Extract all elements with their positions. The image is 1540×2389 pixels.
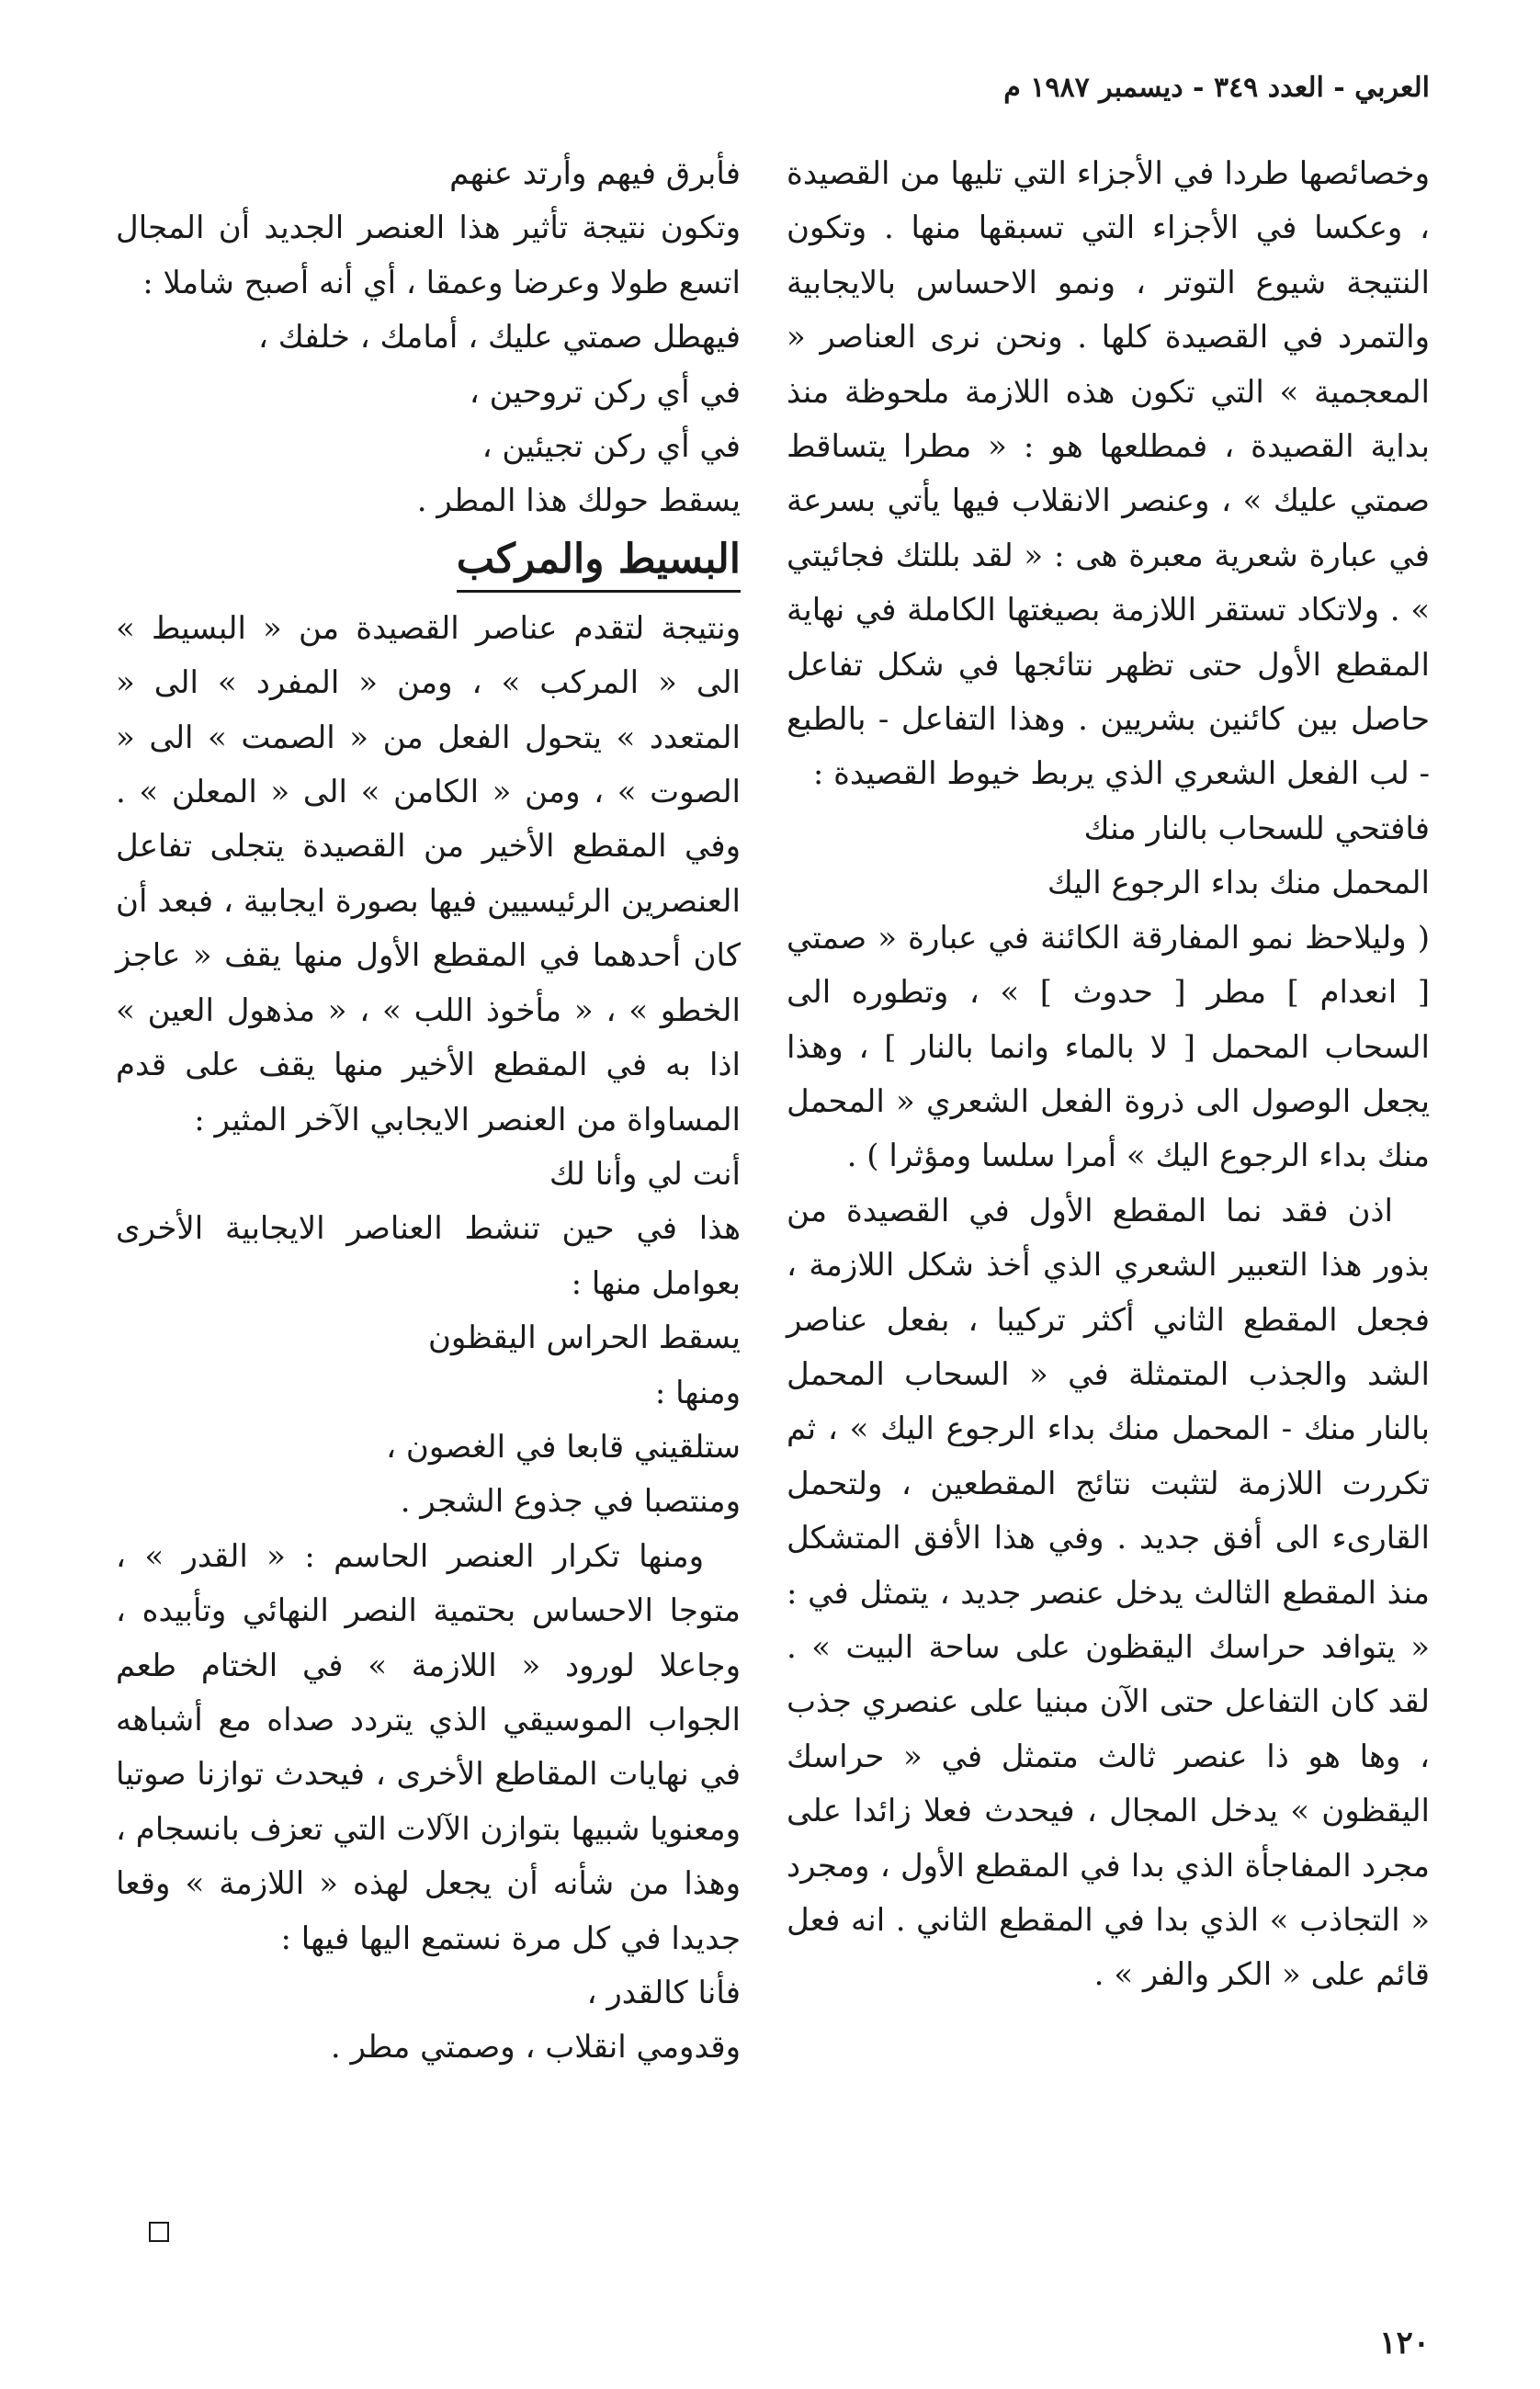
page-number: ١٢٠ [1379, 2325, 1430, 2361]
paragraph: ونتيجة لتقدم عناصر القصيدة من « البسيط » الى « المركب » ، ومن « المفرد » الى « المتعدد » يتحول الفعل من « الصمت » الى « الصوت » ، ومن « الكامن » الى « المعلن » . وفي المقطع الأخير من القصيدة يتجلى تفاعل العنصرين الرئيسيين فيها بصورة ايجابية ، فبعد أن كان أحدهما في المقطع الأول منها يقف « عاجز الخطو » ، « مأخوذ اللب » ، « مذهول العين » اذا به في المقطع الأخير منها يقف على قدم المساواة من العنصر الايجابي الآخر المثير : [116, 609, 741, 1138]
verse-line: ومنتصبا في جذوع الشجر . [400, 1483, 741, 1521]
paragraph: اذن فقد نما المقطع الأول في القصيدة من بذور هذا التعبير الشعري الذي أخذ شكل اللازمة ، فجعل المقطع الثاني أكثر تركيبا ، بفعل عناصر الشد والجذب المتمثلة في « السحاب المحمل بالنار منك - المحمل منك بداء الرجوع اليك » ، ثم تكررت اللازمة لتثبت نتائج المقطعين ، ولتحمل القارىء الى أفق جديد . وفي هذا الأفق المتشكل منذ المقطع الثالث يدخل عنصر جديد ، يتمثل في : « يتوافد حراسك اليقظون على ساحة البيت » . لقد كان التفاعل حتى الآن مبنيا على عنصري جذب ، وها هو ذا عنصر ثالث متمثل في « حراسك اليقظون » يدخل المجال ، فيحدث فعلا زائدا على مجرد المفاجأة الذي بدا في المقطع الأول ، ومجرد « التجاذب » الذي بدا في المقطع الثاني . انه فعل قائم على « الكر والفر » . [787, 1192, 1430, 1994]
verse-line: المحمل منك بداء الرجوع اليك [1047, 865, 1430, 902]
verse-line: فافتحي للسحاب بالنار منك [1083, 810, 1430, 847]
paragraph: ومنها تكرار العنصر الحاسم : « القدر » ، متوجا الاحساس بحتمية النصر النهائي وتأبيده ، وجاعلا لورود « اللازمة » في الختام طعم الجواب الموسيقي الذي يتردد صداه مع أشباهه في نهايات المقاطع الأخرى ، فيحدث توازنا صوتيا ومعنويا شبيها بتوازن الآلات التي تعزف بانسجام ، وهذا من شأنه أن يجعل لهذه « اللازمة » وقعا جديدا في كل مرة نستمع اليها فيها : [116, 1537, 741, 1957]
verse-line: أنت لي وأنا لك [549, 1155, 741, 1193]
verse-line: وقدومي انقلاب ، وصمتي مطر . [330, 2029, 741, 2066]
end-of-article-square-icon [149, 2222, 169, 2242]
verse-line: فأنا كالقدر ، [586, 1975, 741, 2011]
running-head: العربي - العدد ٣٤٩ - ديسمبر ١٩٨٧ م [1003, 72, 1430, 104]
paragraph: ومنها : [654, 1374, 741, 1411]
paragraph: هذا في حين تنشط العناصر الايجابية الأخرى بعوامل منها : [116, 1210, 741, 1302]
verse-line: فيهطل صمتي عليك ، أمامك ، خلفك ، [258, 319, 741, 357]
paragraph: وتكون نتيجة تأثير هذا العنصر الجديد أن المجال اتسع طولا وعرضا وعمقا ، أي أنه أصبح شاملا : [116, 209, 741, 301]
verse-line: ستلقيني قابعا في الغصون ، [386, 1428, 741, 1466]
paragraph: وخصائصها طردا في الأجزاء التي تليها من القصيدة ، وعكسا في الأجزاء التي تسبقها منها . وتكون النتيجة شيوع التوتر ، ونمو الاحساس بالايجابية والتمرد في القصيدة كلها . ونحن نرى العناصر « المعجمية » التي تكون هذه اللازمة ملحوظة منذ بداية القصيدة ، فمطلعها هو : « مطرا يتساقط صمتي عليك » ، وعنصر الانقلاب فيها يأتي بسرعة في عبارة شعرية معبرة هى : « لقد بللتك فجائيتي » . ولاتكاد تستقر اللازمة بصيغتها الكاملة في نهاية المقطع الأول حتى تظهر نتائجها في شكل تفاعل حاصل بين كائنين بشريين . وهذا التفاعل - بالطبع - لب الفعل الشعري الذي يربط خيوط القصيدة : [787, 155, 1430, 793]
paragraph: ( وليلاحظ نمو المفارقة الكائنة في عبارة « صمتي [ انعدام ] مطر [ حدوث ] » ، وتطوره الى السحاب المحمل [ لا بالماء وانما بالنار ] ، وهذا يجعل الوصول الى ذروة الفعل الشعري « المحمل منك بداء الرجوع اليك » أمرا سلسا ومؤثرا ) . [787, 919, 1430, 1175]
column-right [787, 147, 1430, 2003]
verse-line: فأبرق فيهم وأرتد عنهم [449, 155, 741, 192]
section-heading: البسيط والمركب [457, 533, 741, 593]
column-left [116, 147, 741, 2076]
verse-line: في أي ركن تجيئين ، [481, 428, 741, 466]
verse-line: يسقط الحراس اليقظون [427, 1319, 741, 1357]
verse-line: يسقط حولك هذا المطر . [416, 482, 741, 520]
verse-line: في أي ركن تروحين ، [469, 373, 741, 411]
